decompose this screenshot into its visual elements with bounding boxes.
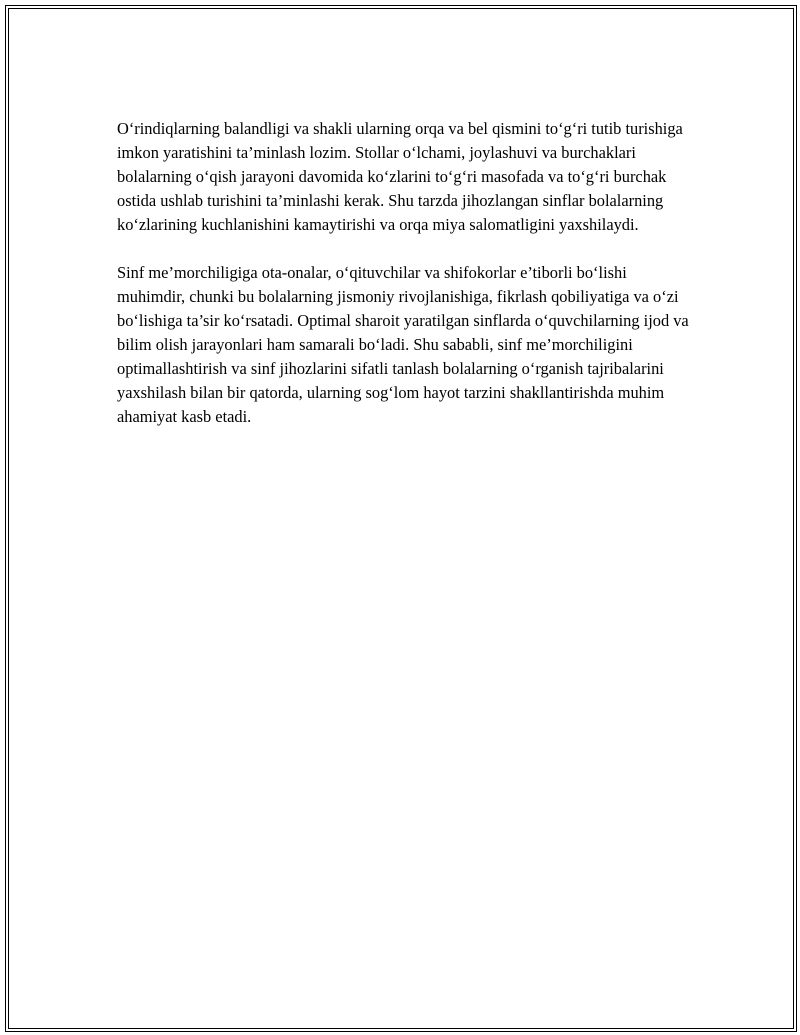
paragraph-1: O‘rindiqlarning balandligi va shakli ularning orqa va bel qismini to‘g‘ri tutib turishiga imkon yaratishini ta’minlash lozim. Stollar o‘lchami, joylashuvi va burchaklari bolalarning o‘qish jarayoni davomida ko‘zlarini to‘g‘ri masofada va to‘g‘ri burchak ostida ushlab turishini ta’minlashi kerak. Shu tarzda jihozlangan sinflar bolalarning ko‘zlarining kuchlanishini kamaytirishi va orqa miya salomatligini yaxshilaydi.	[117, 119, 683, 234]
paragraph-2: Sinf me’morchiligiga ota-onalar, o‘qituvchilar va shifokorlar e’tiborli bo‘lishi muhimdir, chunki bu bolalarning jismoniy rivojlanishiga, fikrlash qobiliyatiga va o‘zi bo‘lishiga ta’sir ko‘rsatadi. Optimal sharoit yaratilgan sinflarda o‘quvchilarning ijod va bilim olish jarayonlari ham samarali bo‘ladi. Shu sababli, sinf me’morchiligini optimallashtirish va sinf jihozlarini sifatli tanlash bolalarning o‘rganish tajribalarini yaxshilash bilan bir qatorda, ularning sog‘lom hayot tarzini shakllantirishda muhim ahamiyat kasb etadi.	[117, 263, 689, 426]
document-body	[117, 117, 692, 453]
